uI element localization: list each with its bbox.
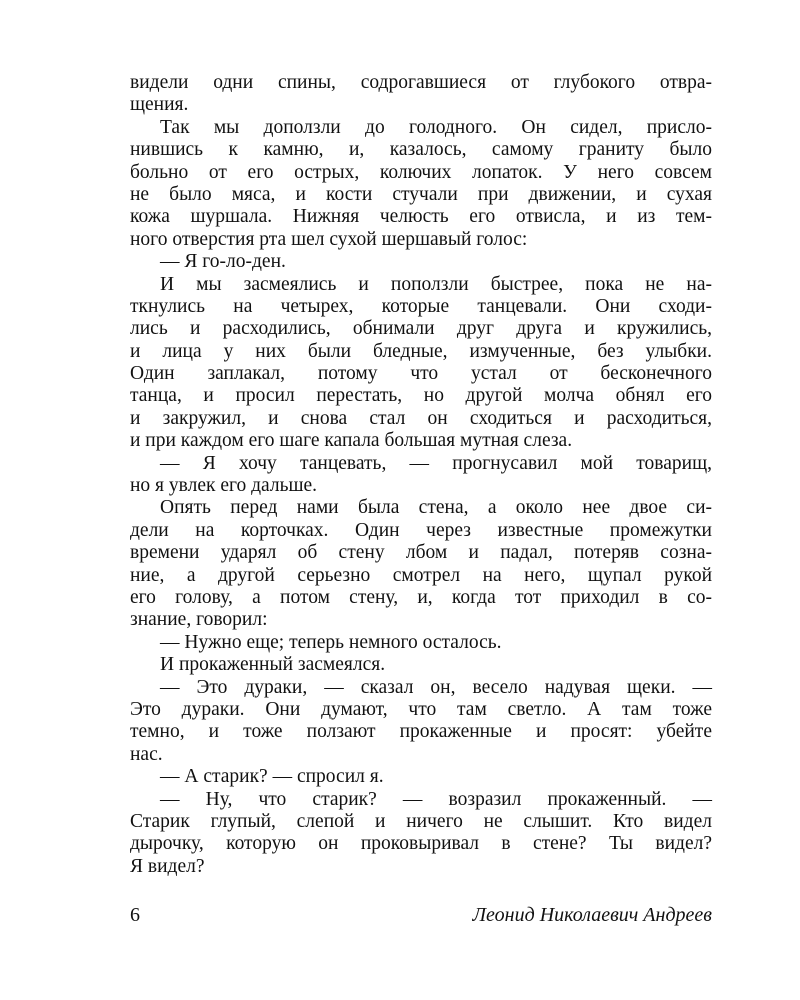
text-line: — Я хочу танцевать, — прогнусавил мой товарищ, <box>160 452 712 474</box>
text-line: Опять перед нами была стена, а около нее двое си- <box>160 497 712 519</box>
text-line: Так мы доползли до голодного. Он сидел, присло- <box>160 116 712 138</box>
text-line: — Нужно еще; теперь немного осталось. <box>160 631 502 653</box>
text-line: и лица у них были бледные, измученные, без улыбки. <box>130 340 712 362</box>
body-text <box>130 72 712 878</box>
text-line: Один заплакал, потому что устал от бесконечного <box>130 363 712 385</box>
text-line: — А старик? — спросил я. <box>160 766 384 788</box>
text-line: ние, а другой серьезно смотрел на него, щупал рукой <box>130 564 712 586</box>
text-line: кожа шуршала. Нижняя челюсть его отвисла, и из тем- <box>130 206 712 228</box>
text-line: Я видел? <box>130 855 205 877</box>
text-line: но я увлек его дальше. <box>130 475 318 497</box>
text-line: больно от его острых, колючих лопаток. У него совсем <box>130 161 712 183</box>
text-line: лись и расходились, обнимали друг друга и кружились, <box>130 318 712 340</box>
text-line: щения. <box>130 94 189 116</box>
text-line: дели на корточках. Один через известные промежутки <box>130 519 712 541</box>
text-line: танца, и просил перестать, но другой молча обнял его <box>130 385 712 407</box>
running-title: Леонид Николаевич Андреев <box>472 904 712 926</box>
text-line: — Я го-ло-ден. <box>160 251 286 273</box>
text-line: нившись к камню, и, казалось, самому граниту было <box>130 139 712 161</box>
text-line: Старик глупый, слепой и ничего не слышит. Кто видел <box>130 810 712 832</box>
text-line: — Это дураки, — сказал он, весело надувая щеки. — <box>160 676 712 698</box>
text-line: видели одни спины, содрогавшиеся от глубокого отвра- <box>130 72 712 93</box>
text-line: ного отверстия рта шел сухой шершавый голос: <box>130 228 528 250</box>
text-line: не было мяса, и кости стучали при движении, и сухая <box>130 183 712 205</box>
text-line: и при каждом его шаге капала большая мутная слеза. <box>130 430 573 452</box>
text-line: нас. <box>130 743 163 765</box>
page-number: 6 <box>130 904 140 926</box>
text-line: ткнулись на четырех, которые танцевали. Они сходи- <box>130 295 712 317</box>
text-line: его голову, а потом стену, и, когда тот приходил в со- <box>130 586 712 608</box>
text-line: Это дураки. Они думают, что там светло. А там тоже <box>130 698 712 720</box>
text-line: темно, и тоже ползают прокаженные и просят: убейте <box>130 721 712 743</box>
text-line: дырочку, которую он проковыривал в стене? Ты видел? <box>130 833 712 855</box>
text-line: знание, говорил: <box>130 609 268 631</box>
text-line: И прокаженный засмеялся. <box>160 654 386 676</box>
text-line: и закружил, и снова стал он сходиться и расходиться, <box>130 407 712 429</box>
text-line: — Ну, что старик? — возразил прокаженный. — <box>160 788 712 810</box>
text-line: И мы засмеялись и поползли быстрее, пока не на- <box>160 273 712 295</box>
text-line: времени ударял об стену лбом и падал, потеряв созна- <box>130 542 712 564</box>
